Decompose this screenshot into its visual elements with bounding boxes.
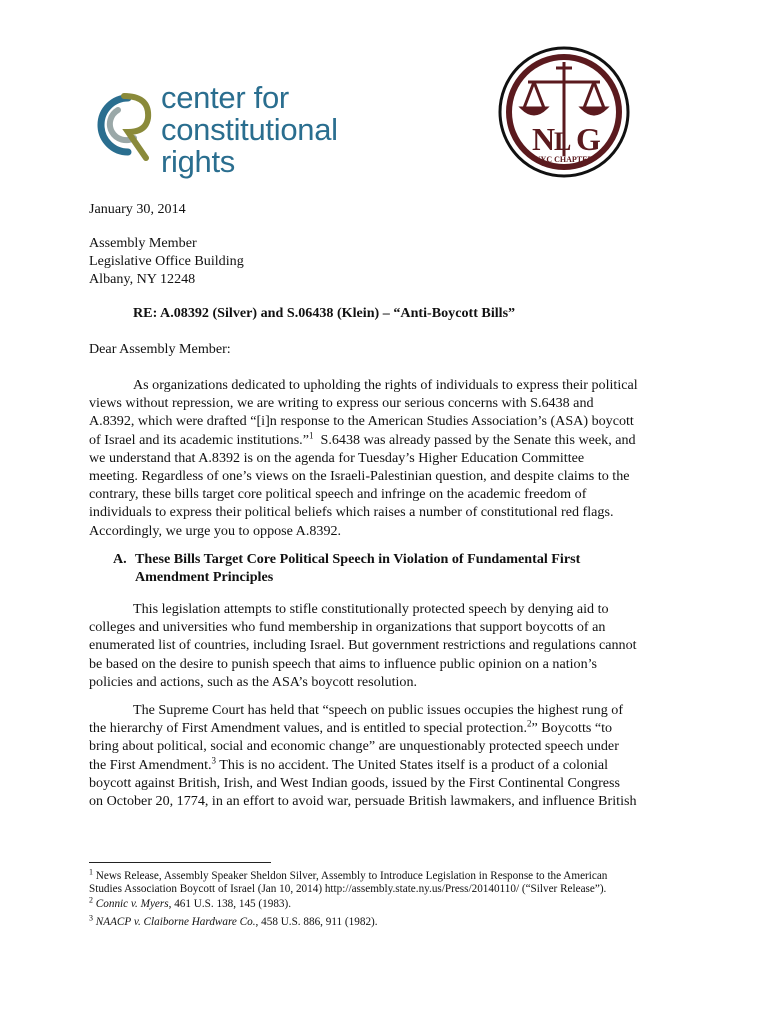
address-line: Assembly Member	[89, 235, 197, 251]
ccr-emblem-icon	[88, 86, 160, 170]
address-block	[89, 234, 679, 289]
footnote-number: 2	[89, 895, 93, 905]
text-line: individuals to express their political beliefs which raises a number of constitutional red flags.	[89, 504, 614, 521]
text-fragment: S.6438 was already passed by the Senate this week, and	[320, 431, 636, 448]
footnote-text: Studies Association Boycott of Israel (Jan 10, 2014) http://assembly.state.ny.us/Press/20140110/ (“Silver Release”).	[89, 883, 607, 895]
nlg-initial-l: L	[554, 127, 572, 156]
ccr-name-line2: constitutional	[161, 112, 338, 147]
text-line	[89, 756, 679, 774]
case-citation: , 461 U.S. 138, 145 (1983).	[168, 898, 292, 910]
footnote-2	[89, 895, 709, 911]
footnote-number: 3	[89, 913, 93, 923]
text-line: As organizations dedicated to upholding the rights of individuals to express their political	[133, 377, 638, 393]
text-line: Accordingly, we urge you to oppose A.8392.	[89, 522, 342, 539]
case-name: NAACP v. Claiborne Hardware Co.	[95, 916, 256, 928]
address-line: Albany, NY 12248	[89, 271, 196, 288]
text-line	[89, 431, 679, 449]
text-line: policies and actions, such as the ASA’s boycott resolution.	[89, 673, 418, 690]
nlg-initial-g: G	[576, 121, 601, 157]
nlg-initial-n: N	[532, 121, 556, 157]
footnote-ref: 2	[526, 718, 532, 729]
footnote-text: News Release, Assembly Speaker Sheldon Silver, Assembly to Introduce Legislation in Response to the American	[95, 870, 608, 882]
ccr-name-line3: rights	[161, 144, 236, 179]
footnote-ref: 3	[211, 754, 217, 765]
text-line: boycott against British, Irish, and West Indian goods, issued by the First Continental Congress	[89, 774, 620, 791]
text-line: bring about political, social and economic change” are unquestionably protected speech under	[89, 738, 619, 755]
paragraph-legislation	[89, 600, 679, 691]
text-line: contrary, these bills target core political speech and infringe on the academic freedom of	[89, 486, 587, 503]
text-line	[89, 719, 679, 737]
nlg-seal-logo	[498, 46, 630, 178]
text-line: on October 20, 1774, in an effort to avoid war, persuade British lawmakers, and influence British	[89, 793, 637, 810]
section-title-line: These Bills Target Core Political Speech in Violation of Fundamental First	[135, 551, 581, 567]
paragraph-supreme-court	[89, 701, 679, 810]
text-line: colleges and universities who fund membership in organizations that support boycotts of an	[89, 619, 606, 636]
footnote-1	[89, 867, 709, 896]
footnote-ref: 1	[308, 429, 314, 440]
text-fragment: This is no accident. The United States itself is a product of a colonial	[216, 756, 609, 773]
letter-date: January 30, 2014	[89, 201, 186, 217]
text-line: enumerated list of countries, including Israel. But government restrictions and regulations cannot	[89, 637, 637, 654]
text-fragment: ” Boycotts “to	[531, 720, 613, 737]
text-line: be based on the desire to punish speech that aims to influence public opinion on a nation’s	[89, 655, 598, 672]
ccr-logo	[88, 82, 398, 182]
section-title-line: Amendment Principles	[135, 569, 274, 586]
text-line: views without repression, we are writing to express our serious concerns with S.6438 and	[89, 395, 594, 412]
footnote-3	[89, 913, 709, 929]
case-citation: , 458 U.S. 886, 911 (1982).	[255, 916, 378, 928]
paragraph-intro	[89, 376, 679, 540]
text-line: This legislation attempts to stifle constitutionally protected speech by denying aid to	[133, 601, 609, 617]
section-label: A.	[113, 551, 127, 567]
text-line: we understand that A.8392 is on the agenda for Tuesday’s Higher Education Committee	[89, 449, 585, 466]
section-a-heading	[89, 550, 679, 586]
salutation: Dear Assembly Member:	[89, 341, 231, 357]
text-line: The Supreme Court has held that “speech on public issues occupies the highest rung of	[133, 702, 624, 718]
footnote-divider	[89, 862, 271, 863]
text-line: A.8392, which were drafted “[i]n response to the American Studies Association’s (ASA) boycott	[89, 413, 634, 430]
ccr-name-line1: center for	[161, 80, 289, 115]
address-line: Legislative Office Building	[89, 253, 244, 270]
nlg-chapter-label: NYC CHAPTER	[534, 155, 594, 164]
text-fragment: of Israel and its academic institutions.”	[89, 431, 309, 448]
re-line: RE: A.08392 (Silver) and S.06438 (Klein) – “Anti-Boycott Bills”	[133, 305, 516, 321]
footnote-number: 1	[89, 867, 93, 877]
text-fragment: the hierarchy of First Amendment values, and is entitled to special protection.	[89, 720, 527, 737]
text-fragment: the First Amendment.	[89, 756, 212, 773]
text-line: meeting. Regardless of one’s views on the Israeli-Palestinian question, and despite claims to the	[89, 468, 630, 485]
case-name: Connic v. Myers	[95, 898, 169, 910]
